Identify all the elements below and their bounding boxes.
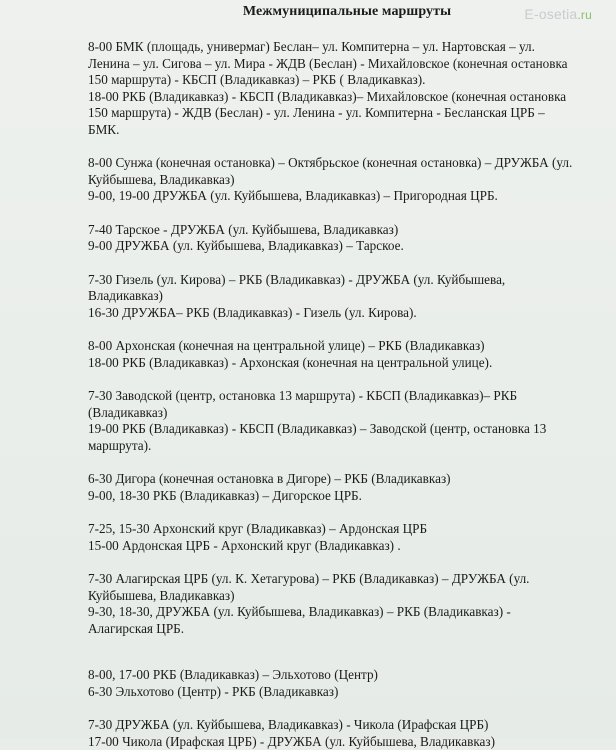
route-line: 15-00 Ардонская ЦРБ - Архонский круг (Владикавказ) .	[88, 538, 576, 555]
route-block	[88, 272, 576, 322]
logo-text: E-osetia	[524, 6, 577, 22]
site-logo	[524, 6, 592, 22]
route-line: 17-00 Чикола (Ирафская ЦРБ) - ДРУЖБА (ул. Куйбышева, Владикавказ)	[88, 734, 576, 750]
route-line: 18-00 РКБ (Владикавказ) - Архонская (конечная на центральной улице).	[88, 355, 576, 372]
route-line: 7-25, 15-30 Архонский круг (Владикавказ) – Ардонская ЦРБ	[88, 521, 576, 538]
route-line: 7-40 Тарское - ДРУЖБА (ул. Куйбышева, Владикавказ)	[88, 222, 576, 239]
route-line: 9-00 ДРУЖБА (ул. Куйбышева, Владикавказ) – Тарское.	[88, 238, 576, 255]
route-block	[88, 471, 576, 504]
route-block	[88, 667, 576, 700]
route-block	[88, 155, 576, 205]
route-line: 9-00, 18-30 РКБ (Владикавказ) – Дигорское ЦРБ.	[88, 488, 576, 505]
route-line: 8-00, 17-00 РКБ (Владикавказ) – Эльхотово (Центр)	[88, 667, 576, 684]
route-line: 19-00 РКБ (Владикавказ) - КБСП (Владикавказ) – Заводской (центр, остановка 13 маршрута).	[88, 421, 576, 454]
route-line: 9-00, 19-00 ДРУЖБА (ул. Куйбышева, Владикавказ) – Пригородная ЦРБ.	[88, 188, 576, 205]
route-line: 6-30 Эльхотово (Центр) - РКБ (Владикавказ)	[88, 684, 576, 701]
route-line: 18-00 РКБ (Владикавказ) - КБСП (Владикавказ)– Михайловское (конечная остановка 150 маршрута) - ЖДВ (Беслан) - ул. Ленина - ул. Компитерна - Бесланская ЦРБ – БМК.	[88, 89, 576, 139]
route-line: 8-00 БМК (площадь, универмаг) Беслан– ул. Компитерна – ул. Нартовская – ул. Ленина – ул. Сигова – ул. Мира - ЖДВ (Беслан) - Михайловское (конечная остановка 150 маршрута) - КБСП (Владикавказ) – РКБ ( Владикавказ).	[88, 39, 576, 89]
route-line: 7-30 Гизель (ул. Кирова) – РКБ (Владикавказ) - ДРУЖБА (ул. Куйбышева, Владикавказ)	[88, 272, 576, 305]
route-block	[88, 571, 576, 637]
route-line: 7-30 Алагирская ЦРБ (ул. К. Хетагурова) – РКБ (Владикавказ) – ДРУЖБА (ул. Куйбышева, Владикавказ)	[88, 571, 576, 604]
route-line: 8-00 Архонская (конечная на центральной улице) – РКБ (Владикавказ)	[88, 338, 576, 355]
route-line: 7-30 ДРУЖБА (ул. Куйбышева, Владикавказ) - Чикола (Ирафская ЦРБ)	[88, 717, 576, 734]
route-line: 9-30, 18-30, ДРУЖБА (ул. Куйбышева, Владикавказ) – РКБ (Владикавказ) - Алагирская ЦРБ.	[88, 604, 576, 637]
route-line: 6-30 Дигора (конечная остановка в Дигоре) – РКБ (Владикавказ)	[88, 471, 576, 488]
route-block	[88, 388, 576, 454]
page-title: Межмуниципальные маршруты	[88, 4, 576, 20]
route-block	[88, 717, 576, 750]
route-line: 16-30 ДРУЖБА– РКБ (Владикавказ) - Гизель (ул. Кирова).	[88, 305, 576, 322]
logo-suffix: .ru	[577, 8, 592, 22]
route-block	[88, 521, 576, 554]
route-block	[88, 39, 576, 138]
route-block	[88, 222, 576, 255]
route-block	[88, 338, 576, 371]
route-line: 7-30 Заводской (центр, остановка 13 маршрута) - КБСП (Владикавказ)– РКБ (Владикавказ)	[88, 388, 576, 421]
route-line: 8-00 Сунжа (конечная остановка) – Октябрьское (конечная остановка) – ДРУЖБА (ул. Куйбышева, Владикавказ)	[88, 155, 576, 188]
